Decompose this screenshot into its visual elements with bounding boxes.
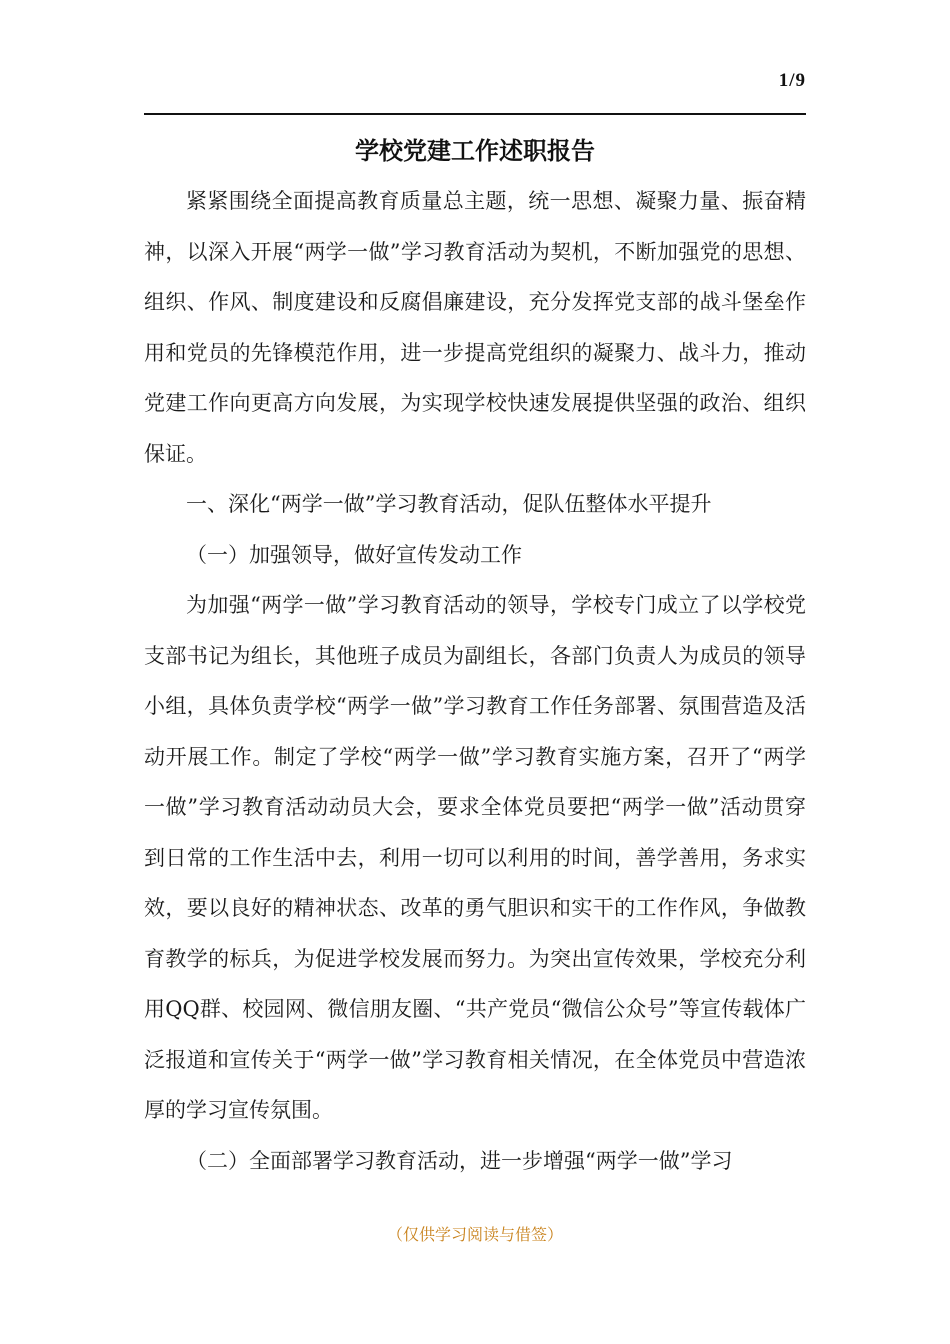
section-heading-1: 一、深化“两学一做”学习教育活动，促队伍整体水平提升 <box>186 492 712 516</box>
page-number: 1/9 <box>778 70 806 91</box>
intro-paragraph: 紧紧围绕全面提高教育质量总主题，统一思想、凝聚力量、振奋精神，以深入开展“两学一做”学习教育活动为契机，不断加强党的思想、组织、作风、制度建设和反腐倡廉建设，充分发挥党支部的战斗堡垒作用和党员的先锋模范作用，进一步提高党组织的凝聚力、战斗力，推动党建工作向更高方向发展，为实现学校快速发展提供坚强的政治、组织保证。 <box>144 189 806 466</box>
body-paragraph: 为加强“两学一做”学习教育活动的领导，学校专门成立了以学校党支部书记为组长，其他班子成员为副组长，各部门负责人为成员的领导小组，具体负责学校“两学一做”学习教育工作任务部署、氛围营造及活动开展工作。制定了学校“两学一做”学习教育实施方案，召开了“两学一做”学习教育活动动员大会，要求全体党员要把“两学一做”活动贯穿到日常的工作生活中去，利用一切可以利用的时间，善学善用，务求实效，要以良好的精神状态、改革的勇气胆识和实干的工作作风，争做教育教学的标兵，为促进学校发展而努力。为突出宣传效果，学校充分利用QQ群、校园网、微信朋友圈、“共产党员“微信公众号”等宣传载体广泛报道和宣传关于“两学一做”学习教育相关情况，在全体党员中营造浓厚的学习宣传氛围。 <box>144 593 806 1122</box>
footer-note: （仅供学习阅读与借签） <box>386 1225 563 1244</box>
header-divider <box>144 113 806 115</box>
document-body <box>144 176 806 1186</box>
document-title: 学校党建工作述职报告 <box>355 136 595 165</box>
subsection-heading-1: （一）加强领导，做好宣传发动工作 <box>186 542 522 567</box>
subsection-heading-2: （二）全面部署学习教育活动，进一步增强“两学一做”学习 <box>186 1148 733 1173</box>
